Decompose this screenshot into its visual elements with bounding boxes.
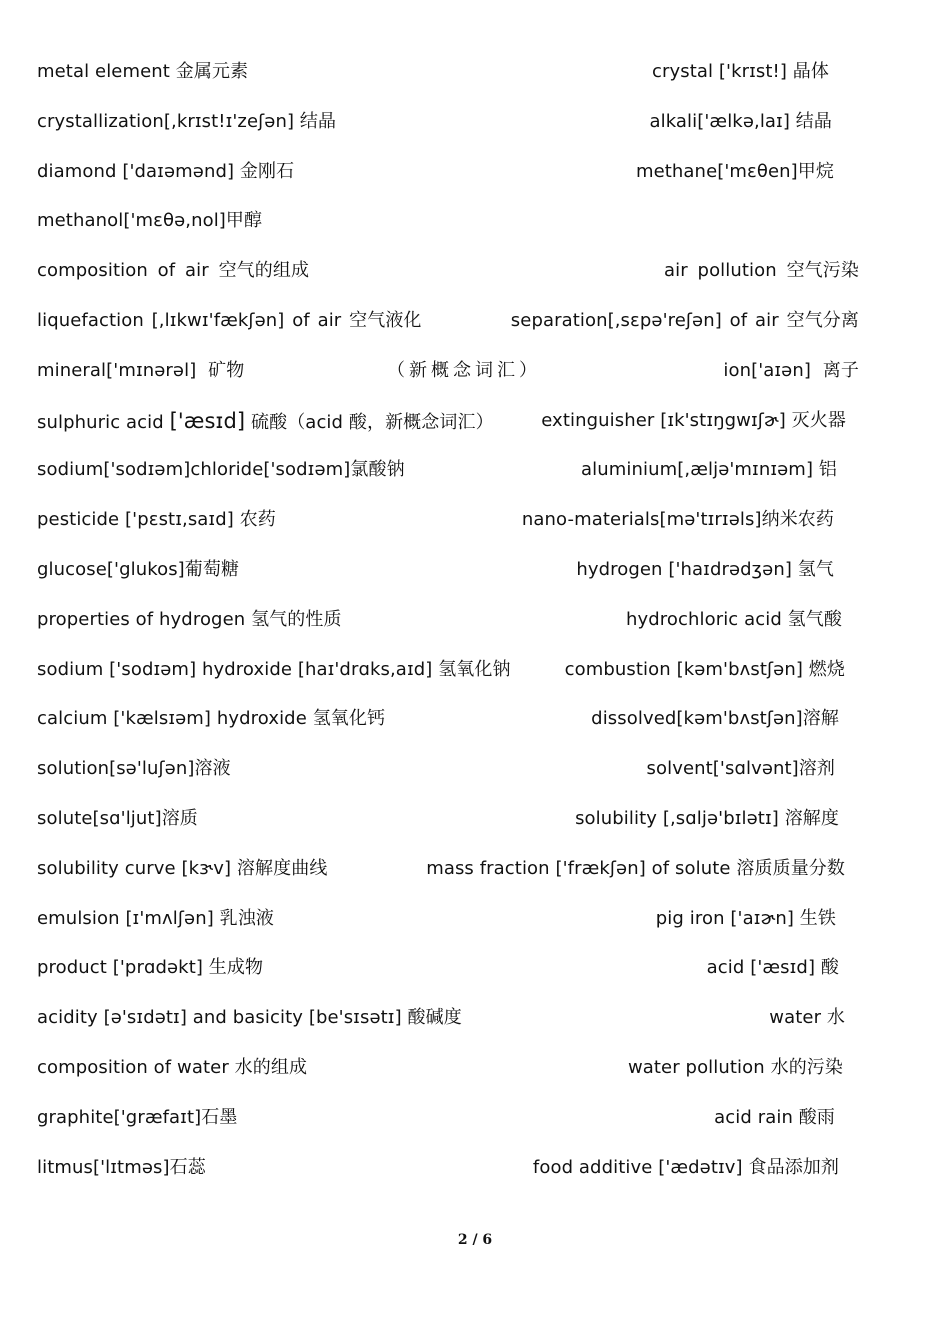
vocab-term-left: graphite['græfaɪt]石墨 [37,1106,238,1128]
vocab-term-right: nano-materials[mə'tɪrɪəls]纳米农药 [521,509,834,531]
vocab-row [37,1054,867,1104]
vocab-term-text: sulphuric acid [37,411,170,433]
vocab-term-left: methanol['mɛθə,nol]甲醇 [37,210,263,232]
vocab-term-right: acid ['æsɪd] 酸 [706,957,839,979]
vocab-term-left: solute[sɑ'ljut]溶质 [37,807,198,829]
vocab-term-right: solvent['sɑlvənt]溶剂 [646,758,835,780]
vocab-term-left: emulsion [ɪ'mʌlʃən] 乳浊液 [37,907,274,929]
vocab-term-left: sodium['sodɪəm]chloride['sodɪəm]氯酸钠 [37,459,405,481]
vocab-term-left: crystallization[,krɪst!ɪ'zeʃən] 结晶 [37,110,337,132]
vocab-term-right: combustion [kəm'bʌstʃən] 燃烧 [564,658,845,680]
vocab-term-left: properties of hydrogen 氢气的性质 [37,608,342,630]
vocab-phonetic-large: ['æsɪd] [169,408,246,433]
vocab-row [37,158,867,208]
vocab-term-right: air pollution 空气污染 [663,260,859,282]
vocab-term-right: hydrogen ['haɪdrədʒən] 氢气 [576,558,834,580]
vocab-term-left: sodium ['sodɪəm] hydroxide [haɪ'drɑks,aɪd] 氢氧化钠 [37,658,511,680]
vocab-note-middle: （新概念词汇） [387,359,541,381]
vocab-row [37,954,867,1004]
vocab-row [37,905,867,955]
vocab-row [37,257,867,307]
vocab-term-right: water 水 [769,1007,845,1029]
vocab-term-left: metal element 金属元素 [37,61,249,82]
vocab-row [37,108,867,158]
vocab-row [37,456,867,506]
vocab-term-right: extinguisher [ɪk'stɪŋgwɪʃɚ] 灭火器 [541,409,846,431]
vocab-term-right: hydrochloric acid 氢气酸 [625,608,842,630]
vocab-term-right: crystal ['krɪst!] 晶体 [651,61,829,82]
vocab-row [37,207,867,257]
vocab-row [37,705,867,755]
vocab-term-left [37,407,494,437]
vocab-row [37,357,867,407]
vocab-term-right: food additive ['ædətɪv] 食品添加剂 [532,1156,839,1178]
vocab-row [37,407,867,457]
vocab-term-left: glucose['glukos]葡萄糖 [37,558,240,580]
vocab-row [37,805,867,855]
vocab-row [37,855,867,905]
page-number: 2 / 6 [457,1232,493,1248]
vocab-row [37,1004,867,1054]
vocab-row [37,556,867,606]
vocab-term-text: 硫酸（acid 酸，新概念词汇） [245,411,494,433]
vocab-term-right: separation[,sɛpə'reʃən] of air 空气分离 [510,309,859,331]
vocab-term-left: litmus['lɪtməs]石蕊 [37,1156,206,1178]
vocab-row [37,1104,867,1154]
vocab-term-left: solubility curve [kɝv] 溶解度曲线 [37,857,328,879]
vocab-term-left: calcium ['kælsɪəm] hydroxide 氢氧化钙 [37,708,386,730]
vocab-term-left: liquefaction [,lɪkwɪ'fækʃən] of air 空气液化 [37,309,422,331]
vocab-term-left: composition of water 水的组成 [37,1056,308,1078]
vocab-row [37,506,867,556]
vocab-term-right: pig iron ['aɪɚn] 生铁 [655,907,836,929]
vocab-row [37,58,867,108]
vocab-term-right: acid rain 酸雨 [714,1106,835,1128]
vocab-term-left: diamond ['daɪəmənd] 金刚石 [37,160,295,182]
vocab-term-right: ion['aɪən] 离子 [723,359,859,381]
vocab-term-left: acidity [ə'sɪdətɪ] and basicity [be'sɪsətɪ] 酸碱度 [37,1007,462,1029]
vocab-row [37,606,867,656]
vocab-term-left: solution[sə'luʃən]溶液 [37,758,231,780]
vocab-row [37,307,867,357]
vocab-row [37,755,867,805]
vocab-term-left: composition of air 空气的组成 [37,260,310,282]
vocabulary-list [37,58,867,1203]
vocab-row [37,1154,867,1204]
vocab-term-right: aluminium[,æljə'mɪnɪəm] 铝 [581,459,837,481]
vocab-term-left: mineral['mɪnərəl] 矿物 [37,359,245,381]
vocab-row [37,656,867,706]
vocab-term-right: water pollution 水的污染 [627,1056,843,1078]
vocab-term-right: alkali['ælkə,laɪ] 结晶 [649,110,832,132]
vocab-term-right: dissolved[kəm'bʌstʃən]溶解 [591,708,839,730]
vocab-term-left: pesticide ['pɛstɪ,saɪd] 农药 [37,509,276,531]
vocab-term-left: product ['prɑdəkt] 生成物 [37,957,264,979]
vocab-term-right: solubility [,sɑljə'bɪlətɪ] 溶解度 [575,807,839,829]
vocab-term-right: mass fraction ['frækʃən] of solute 溶质质量分数 [426,857,845,879]
vocab-term-right: methane['mɛθen]甲烷 [635,160,834,182]
